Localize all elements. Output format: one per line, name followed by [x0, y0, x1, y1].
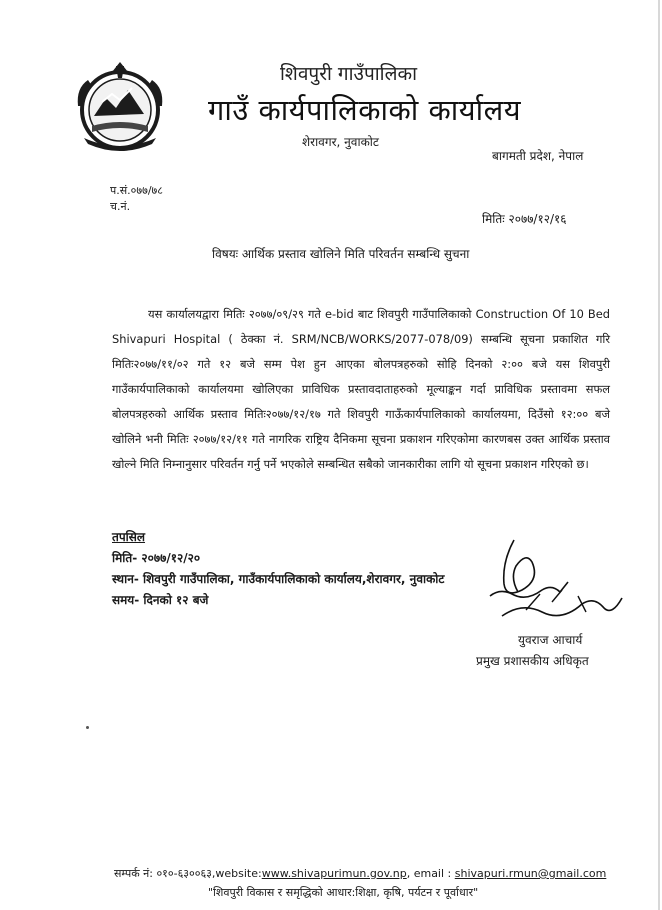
- email-prefix: , email :: [406, 867, 455, 880]
- signatory-title: प्रमुख प्रशासकीय अधिकृत: [476, 654, 589, 668]
- details-date: मिति- २०७७/१२/२०: [112, 551, 201, 565]
- office-address: शेरावगर, नुवाकोट: [302, 135, 379, 149]
- notice-body: [112, 302, 610, 477]
- footer-motto: "शिवपुरी विकास र समृद्धिको आधार:शिक्षा, कृषि, पर्यटन र पूर्वाधार": [208, 886, 479, 899]
- letter-date: मितिः २०७७/१२/१६: [482, 212, 567, 226]
- signatory-name: युवराज आचार्य: [518, 633, 583, 647]
- details-block: [112, 527, 444, 611]
- notice-body-text: यस कार्यालयद्वारा मितिः २०७७/०९/२९ गते e-bid बाट शिवपुरी गाउँपालिकाको Construction Of 10 Bed Shivapuri Hospital ( ठेक्का नं. SRM/NCB/WORKS/2077-078/09) सम्बन्धि सूचना प्रकाशित गरि मितिः२०७७/११/०२ गते १२ बजे सम्म पेश हुन आएका बोलपत्रहरुको सोहि दिनको २:०० बजे यस शिवपुरी गाउँकार्यपालिकाको कार्यालयमा खोलिएका प्राविधिक प्रस्तावदाताहरुको मूल्याङ्कन गर्दा प्राविधिक प्रस्तावमा सफल बोलपत्रहरुको आर्थिक प्रस्ताव मितिः२०७७/१२/१७ गते शिवपुरी गाऊँकार्यपालिकाको कार्यालयमा, दिउँसो १२:०० बजे खोलिने भनी मितिः २०७७/१२/११ गते नागरिक राष्ट्रिय दैनिकमा सूचना प्रकाशन गरिएकोमा कारणबस उक्त आर्थिक प्रस्ताव खोल्ने मिति निम्नानुसार परिवर्तन गर्नु पर्ने भएकोले सम्बन्धित सबैको जानकारीका लागि यो सूचना प्रकाशन गरिएको छ।: [112, 307, 610, 471]
- government-emblem-icon: [72, 58, 168, 154]
- handwritten-signature-icon: [482, 532, 642, 632]
- footer-contact: [114, 866, 606, 881]
- contact-prefix: सम्पर्क नं: ०१०-६३००६३,website:: [114, 867, 262, 880]
- details-time: समय- दिनको १२ बजे: [112, 593, 209, 607]
- page-edge: [658, 0, 660, 910]
- letter-number: प.सं.०७७/७८: [110, 184, 163, 197]
- scan-mark: [86, 726, 89, 729]
- office-name: शिवपुरी गाउँपालिका: [280, 63, 417, 85]
- office-title: गाउँ कार्यपालिकाको कार्यालय: [208, 93, 522, 127]
- reference-block: [110, 183, 163, 215]
- province-label: बागमती प्रदेश, नेपाल: [492, 149, 584, 163]
- details-place: स्थान- शिवपुरी गाउँपालिका, गाउँकार्यपालिकाको कार्यालय,शेरावगर, नुवाकोट: [112, 572, 445, 586]
- details-heading: तपसिल: [112, 530, 146, 544]
- dispatch-number: च.नं.: [110, 200, 131, 213]
- subject-line: विषयः आर्थिक प्रस्ताव खोलिने मिति परिवर्तन सम्बन्धि सुचना: [212, 247, 470, 261]
- website-link[interactable]: www.shivapurimun.gov.np: [261, 867, 407, 880]
- email-link[interactable]: shivapuri.rmun@gmail.com: [454, 867, 607, 880]
